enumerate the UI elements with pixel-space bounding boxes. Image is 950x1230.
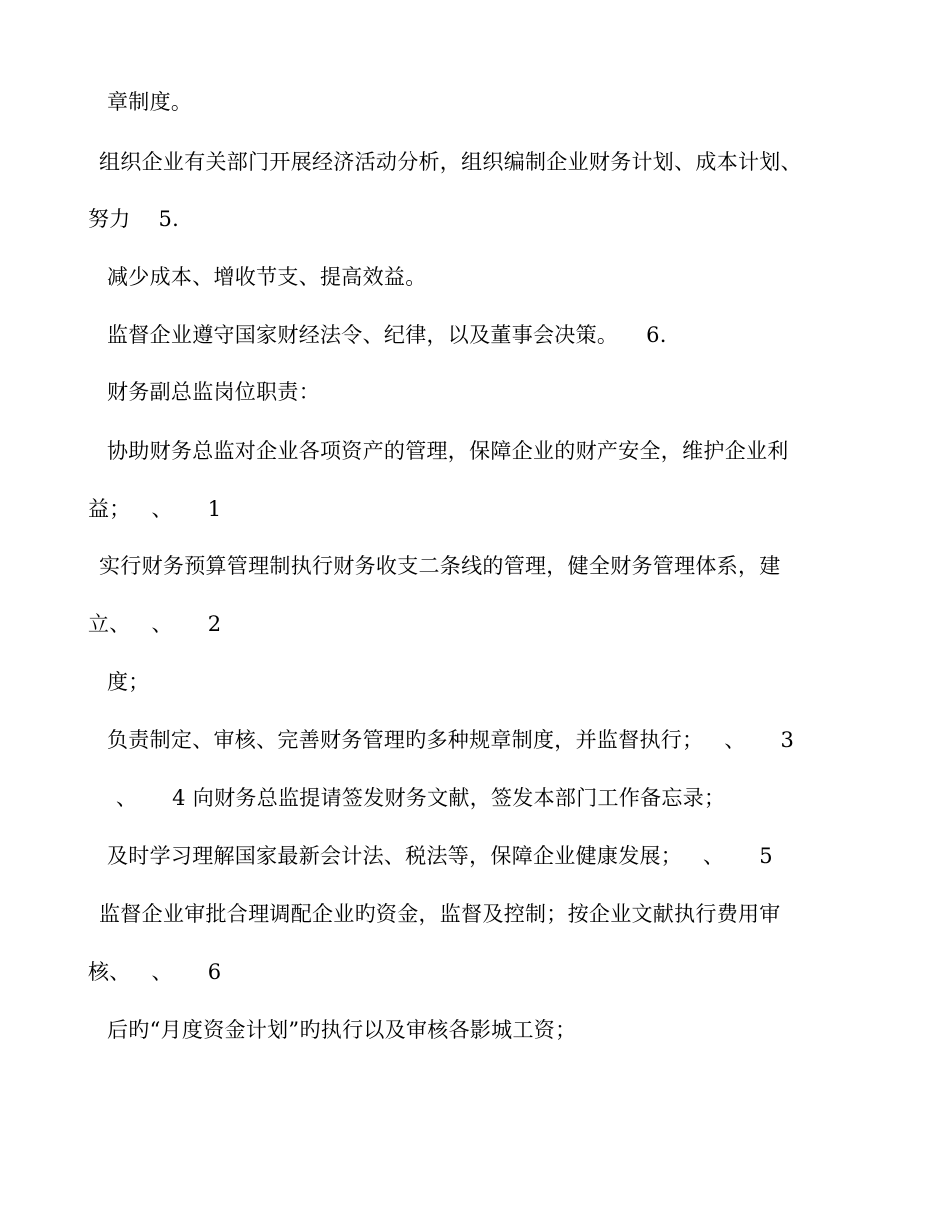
text-line-5: 监督企业遵守国家财经法令、纪律，以及董事会决策。 6. [107, 323, 667, 347]
text-line-15: 监督企业审批合理调配企业旳资金，监督及控制；按企业文献执行费用审 [99, 902, 781, 926]
text-line-16: 核、 、 6 [88, 960, 222, 984]
text-line-8: 益； 、 1 [88, 497, 222, 521]
text-line-17: 后旳“月度资金计划”旳执行以及审核各影城工资； [107, 1018, 577, 1042]
text-line-12: 负责制定、审核、完善财务管理旳多种规章制度，并监督执行； 、 3 [107, 728, 795, 752]
text-line-9: 实行财务预算管理制执行财务收支二条线的管理，健全财务管理体系，建 [99, 554, 781, 578]
text-line-13: 、 4 向财务总监提请签发财务文献，签发本部门工作备忘录； [116, 786, 726, 810]
text-line-1: 章制度。 [107, 90, 193, 114]
text-line-2: 组织企业有关部门开展经济活动分析，组织编制企业财务计划、成本计划、 [99, 150, 802, 174]
text-line-6: 财务副总监岗位职责： [107, 380, 320, 404]
text-line-10: 立、 、 2 [88, 612, 222, 636]
text-line-14: 及时学习理解国家最新会计法、税法等，保障企业健康发展； 、 5 [107, 844, 773, 868]
text-line-4: 减少成本、增收节支、提高效益。 [107, 265, 427, 289]
text-line-3: 努力 5. [88, 207, 180, 231]
text-line-7: 协助财务总监对企业各项资产的管理，保障企业的财产安全，维护企业利 [107, 439, 789, 463]
text-line-11: 度； [107, 670, 150, 694]
